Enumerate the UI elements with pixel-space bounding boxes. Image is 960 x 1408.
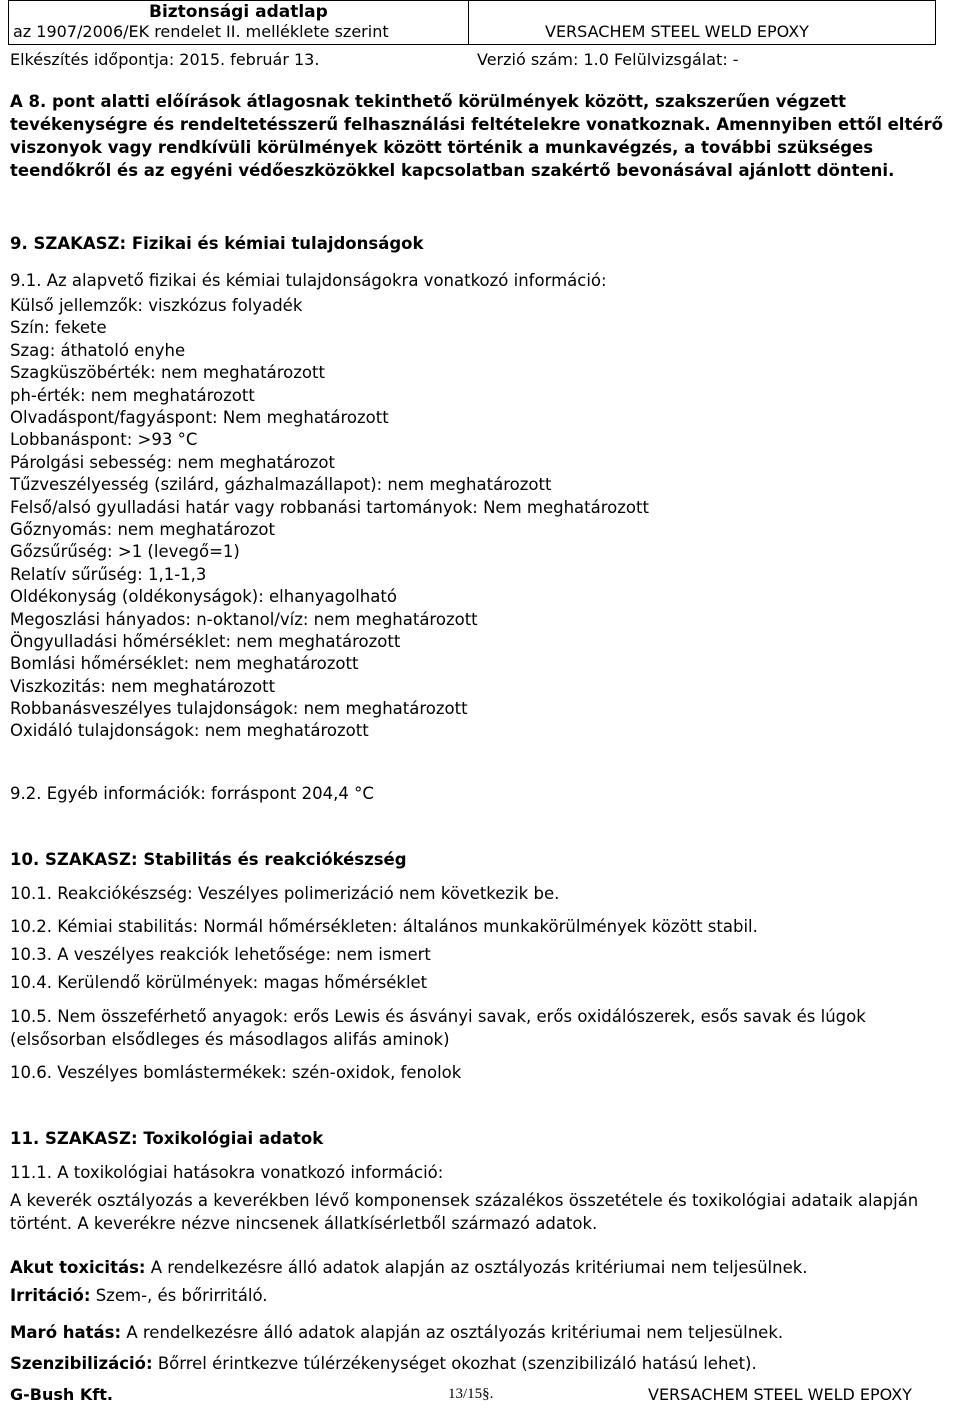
intro-paragraph: A 8. pont alatti előírások átlagosnak tekinthető körülmények között, szakszerűen végzett tevékenységre és rendeltetésszerű felhasználási feltételekre vonatkoznak. Amennyiben ettől eltérő viszonyok vagy rendkívüli körülmények között történik a munkavégzés, a további szükséges teendőkről és az egyéni védőeszközökkel kapcsolatban szakértő bevonásával ajánlott dönteni. xyxy=(10,92,943,180)
section-11-1-title: 11.1. A toxikológiai hatásokra vonatkozó információ: xyxy=(10,1163,444,1182)
irritation-text: Szem-, és bőrirritáló. xyxy=(90,1286,268,1305)
property-line: Szagküszöbérték: nem meghatározott xyxy=(10,363,325,382)
property-line: Viszkozitás: nem meghatározott xyxy=(10,677,276,696)
acute-toxicity-line xyxy=(10,1257,808,1279)
property-line: Relatív sűrűség: 1,1-1,3 xyxy=(10,565,207,584)
header-info-line xyxy=(10,50,739,70)
sensitization-text: Bőrrel érintkezve túlérzékenységet okozhat (szenzibilizáló hatású lehet). xyxy=(152,1354,757,1373)
property-line: Megoszlási hányados: n-oktanol/víz: nem meghatározott xyxy=(10,610,478,629)
property-line: Öngyulladási hőmérséklet: nem meghatározott xyxy=(10,632,401,651)
regulation-reference: az 1907/2006/EK rendelet II. melléklete szerint xyxy=(13,22,389,41)
section-10-item: 10.2. Kémiai stabilitás: Normál hőmérsékleten: általános munkakörülmények között stabil. xyxy=(10,917,758,936)
section-10-item: 10.1. Reakciókészség: Veszélyes polimerizáció nem következik be. xyxy=(10,884,560,903)
section-11-heading: 11. SZAKASZ: Toxikológiai adatok xyxy=(10,1129,324,1148)
section-10-item: 10.3. A veszélyes reakciók lehetősége: nem ismert xyxy=(10,945,431,964)
version-info: Verzió szám: 1.0 Felülvizsgálat: - xyxy=(477,50,739,69)
footer-company: G-Bush Kft. xyxy=(10,1385,113,1404)
property-line: Felső/alsó gyulladási határ vagy robbanási tartományok: Nem meghatározott xyxy=(10,498,649,517)
property-line: Tűzveszélyesség (szilárd, gázhalmazállapot): nem meghatározott xyxy=(10,475,552,494)
corrosion-label: Maró hatás: xyxy=(10,1323,122,1342)
document-header xyxy=(8,0,936,45)
corrosion-text: A rendelkezésre álló adatok alapján az osztályozás kritériumai nem teljesülnek. xyxy=(121,1323,784,1342)
section-10-item: 10.4. Kerülendő körülmények: magas hőmérséklet xyxy=(10,973,428,992)
section-9-heading: 9. SZAKASZ: Fizikai és kémiai tulajdonságok xyxy=(10,234,424,253)
classification-paragraph: A keverék osztályozás a keverékben lévő komponensek százalékos összetétele és toxikológiai adataik alapján történt. A keverékre nézve nincsenek állatkísérletből származó adatok. xyxy=(10,1191,919,1233)
footer-product-name: VERSACHEM STEEL WELD EPOXY xyxy=(648,1385,912,1404)
property-line: ph-érték: nem meghatározott xyxy=(10,386,255,405)
irritation-line xyxy=(10,1285,268,1307)
header-left-cell xyxy=(9,1,469,45)
property-line: Gőznyomás: nem meghatározot xyxy=(10,520,275,539)
document-title: Biztonsági adatlap xyxy=(149,2,328,22)
section-9-1-title: 9.1. Az alapvető fizikai és kémiai tulajdonságokra vonatkozó információ: xyxy=(10,271,607,290)
header-right-cell xyxy=(469,1,936,45)
property-line: Bomlási hőmérséklet: nem meghatározott xyxy=(10,654,359,673)
property-line: Olvadáspont/fagyáspont: Nem meghatározott xyxy=(10,408,389,427)
irritation-label: Irritáció: xyxy=(10,1286,91,1305)
property-line: Szín: fekete xyxy=(10,318,107,337)
section-9-2-other-info: 9.2. Egyéb információk: forráspont 204,4 °C xyxy=(10,784,374,803)
corrosion-line xyxy=(10,1322,783,1344)
property-line: Szag: áthatoló enyhe xyxy=(10,341,186,360)
section-10-heading: 10. SZAKASZ: Stabilitás és reakciókészség xyxy=(10,850,407,869)
section-10-item: 10.5. Nem összeférhető anyagok: erős Lewis és ásványi savak, erős oxidálószerek, esős savak és lúgok (elsősorban elsődleges és másodlagos alifás aminok) xyxy=(10,1007,866,1049)
property-line: Oldékonyság (oldékonyságok): elhanyagolható xyxy=(10,587,397,606)
property-line: Oxidáló tulajdonságok: nem meghatározott xyxy=(10,721,369,740)
property-line: Robbanásveszélyes tulajdonságok: nem meghatározott xyxy=(10,699,468,718)
property-line: Lobbanáspont: >93 °C xyxy=(10,430,198,449)
sensitization-line xyxy=(10,1353,757,1375)
preparation-date: Elkészítés időpontja: 2015. február 13. xyxy=(10,50,320,69)
acute-toxicity-text: A rendelkezésre álló adatok alapján az osztályozás kritériumai nem teljesülnek. xyxy=(145,1258,808,1277)
property-line: Gőzsűrűség: >1 (levegő=1) xyxy=(10,542,240,561)
property-line: Külső jellemzők: viszkózus folyadék xyxy=(10,296,303,315)
acute-toxicity-label: Akut toxicitás: xyxy=(10,1258,146,1277)
header-product-name: VERSACHEM STEEL WELD EPOXY xyxy=(545,22,809,41)
sensitization-label: Szenzibilizáció: xyxy=(10,1354,153,1373)
section-10-item: 10.6. Veszélyes bomlástermékek: szén-oxidok, fenolok xyxy=(10,1063,462,1082)
property-line: Párolgási sebesség: nem meghatározot xyxy=(10,453,335,472)
footer-page-number: 13/15§. xyxy=(448,1386,494,1402)
